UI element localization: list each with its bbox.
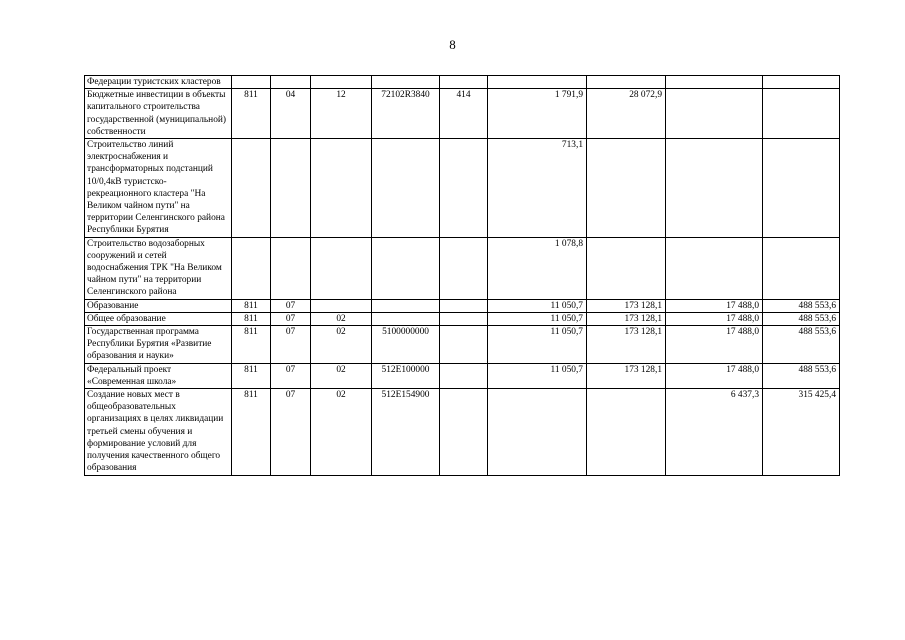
table-row bbox=[85, 389, 840, 475]
amount-cell-2: 173 128,1 bbox=[587, 326, 666, 364]
name-cell: Федеральный проект «Современная школа» bbox=[85, 363, 232, 388]
target-article-cell: 512E154900 bbox=[372, 389, 440, 475]
subsection-code-cell bbox=[311, 299, 372, 312]
amount-cell-4 bbox=[763, 139, 840, 238]
admin-code-cell: 811 bbox=[232, 363, 271, 388]
subsection-code-cell bbox=[311, 237, 372, 299]
table-row bbox=[85, 363, 840, 388]
name-cell: Бюджетные инвестиции в объекты капитального строительства государственной (муниципальной) собственности bbox=[85, 89, 232, 139]
admin-code-cell: 811 bbox=[232, 326, 271, 364]
name-cell: Создание новых мест в общеобразовательных организациях в целях ликвидации третьей смены обучения и формирование условий для получения качественного общего образования bbox=[85, 389, 232, 475]
name-cell: Общее образование bbox=[85, 312, 232, 325]
subsection-code-cell: 02 bbox=[311, 312, 372, 325]
target-article-cell: 512E100000 bbox=[372, 363, 440, 388]
amount-cell-1: 11 050,7 bbox=[488, 326, 587, 364]
name-cell: Строительство линий электроснабжения и трансформаторных подстанций 10/0,4кВ туристско-рекреационного кластера "На Великом чайном пути" на территории Селенгинского района Республики Бурятия bbox=[85, 139, 232, 238]
amount-cell-4: 315 425,4 bbox=[763, 389, 840, 475]
amount-cell-2 bbox=[587, 237, 666, 299]
amount-cell-2: 173 128,1 bbox=[587, 312, 666, 325]
amount-cell-4 bbox=[763, 89, 840, 139]
target-article-cell bbox=[372, 76, 440, 89]
amount-cell-2: 173 128,1 bbox=[587, 299, 666, 312]
amount-cell-3: 17 488,0 bbox=[666, 326, 763, 364]
section-code-cell: 07 bbox=[271, 389, 311, 475]
page-number: 8 bbox=[449, 37, 456, 52]
section-code-cell: 07 bbox=[271, 363, 311, 388]
section-code-cell bbox=[271, 139, 311, 238]
name-cell: Федерации туристских кластеров bbox=[85, 76, 232, 89]
expense-type-cell: 414 bbox=[440, 89, 488, 139]
expense-type-cell bbox=[440, 237, 488, 299]
admin-code-cell: 811 bbox=[232, 299, 271, 312]
amount-cell-2 bbox=[587, 389, 666, 475]
amount-cell-1: 11 050,7 bbox=[488, 312, 587, 325]
amount-cell-3: 17 488,0 bbox=[666, 299, 763, 312]
amount-cell-4: 488 553,6 bbox=[763, 312, 840, 325]
amount-cell-3: 6 437,3 bbox=[666, 389, 763, 475]
target-article-cell bbox=[372, 299, 440, 312]
amount-cell-3: 17 488,0 bbox=[666, 363, 763, 388]
amount-cell-3 bbox=[666, 89, 763, 139]
table-row bbox=[85, 139, 840, 238]
amount-cell-4: 488 553,6 bbox=[763, 326, 840, 364]
subsection-code-cell: 02 bbox=[311, 326, 372, 364]
amount-cell-1 bbox=[488, 76, 587, 89]
expense-type-cell bbox=[440, 363, 488, 388]
table-row bbox=[85, 76, 840, 89]
amount-cell-1: 1 078,8 bbox=[488, 237, 587, 299]
expense-type-cell bbox=[440, 139, 488, 238]
table-row bbox=[85, 237, 840, 299]
amount-cell-2 bbox=[587, 76, 666, 89]
amount-cell-1: 713,1 bbox=[488, 139, 587, 238]
amount-cell-1: 11 050,7 bbox=[488, 363, 587, 388]
admin-code-cell bbox=[232, 76, 271, 89]
amount-cell-3: 17 488,0 bbox=[666, 312, 763, 325]
amount-cell-1: 11 050,7 bbox=[488, 299, 587, 312]
admin-code-cell: 811 bbox=[232, 89, 271, 139]
amount-cell-3 bbox=[666, 237, 763, 299]
table-row bbox=[85, 89, 840, 139]
section-code-cell bbox=[271, 237, 311, 299]
subsection-code-cell bbox=[311, 76, 372, 89]
amount-cell-3 bbox=[666, 76, 763, 89]
amount-cell-1 bbox=[488, 389, 587, 475]
name-cell: Государственная программа Республики Бурятия «Развитие образования и науки» bbox=[85, 326, 232, 364]
budget-table bbox=[84, 75, 840, 476]
amount-cell-1: 1 791,9 bbox=[488, 89, 587, 139]
admin-code-cell bbox=[232, 139, 271, 238]
table-body bbox=[85, 76, 840, 476]
admin-code-cell: 811 bbox=[232, 389, 271, 475]
subsection-code-cell: 02 bbox=[311, 363, 372, 388]
table-row bbox=[85, 312, 840, 325]
expense-type-cell bbox=[440, 312, 488, 325]
expense-type-cell bbox=[440, 389, 488, 475]
table-row bbox=[85, 299, 840, 312]
name-cell: Строительство водозаборных сооружений и сетей водоснабжения ТРК "На Великом чайном пути" на территории Селенгинского района bbox=[85, 237, 232, 299]
section-code-cell: 07 bbox=[271, 299, 311, 312]
amount-cell-4: 488 553,6 bbox=[763, 299, 840, 312]
target-article-cell: 5100000000 bbox=[372, 326, 440, 364]
name-cell: Образование bbox=[85, 299, 232, 312]
amount-cell-4 bbox=[763, 237, 840, 299]
section-code-cell: 07 bbox=[271, 312, 311, 325]
amount-cell-2: 173 128,1 bbox=[587, 363, 666, 388]
subsection-code-cell: 02 bbox=[311, 389, 372, 475]
amount-cell-3 bbox=[666, 139, 763, 238]
amount-cell-4: 488 553,6 bbox=[763, 363, 840, 388]
amount-cell-2: 28 072,9 bbox=[587, 89, 666, 139]
amount-cell-2 bbox=[587, 139, 666, 238]
section-code-cell: 04 bbox=[271, 89, 311, 139]
target-article-cell bbox=[372, 237, 440, 299]
target-article-cell bbox=[372, 312, 440, 325]
subsection-code-cell bbox=[311, 139, 372, 238]
admin-code-cell: 811 bbox=[232, 312, 271, 325]
expense-type-cell bbox=[440, 326, 488, 364]
section-code-cell: 07 bbox=[271, 326, 311, 364]
amount-cell-4 bbox=[763, 76, 840, 89]
subsection-code-cell: 12 bbox=[311, 89, 372, 139]
expense-type-cell bbox=[440, 299, 488, 312]
section-code-cell bbox=[271, 76, 311, 89]
expense-type-cell bbox=[440, 76, 488, 89]
admin-code-cell bbox=[232, 237, 271, 299]
table-row bbox=[85, 326, 840, 364]
target-article-cell bbox=[372, 139, 440, 238]
target-article-cell: 72102R3840 bbox=[372, 89, 440, 139]
